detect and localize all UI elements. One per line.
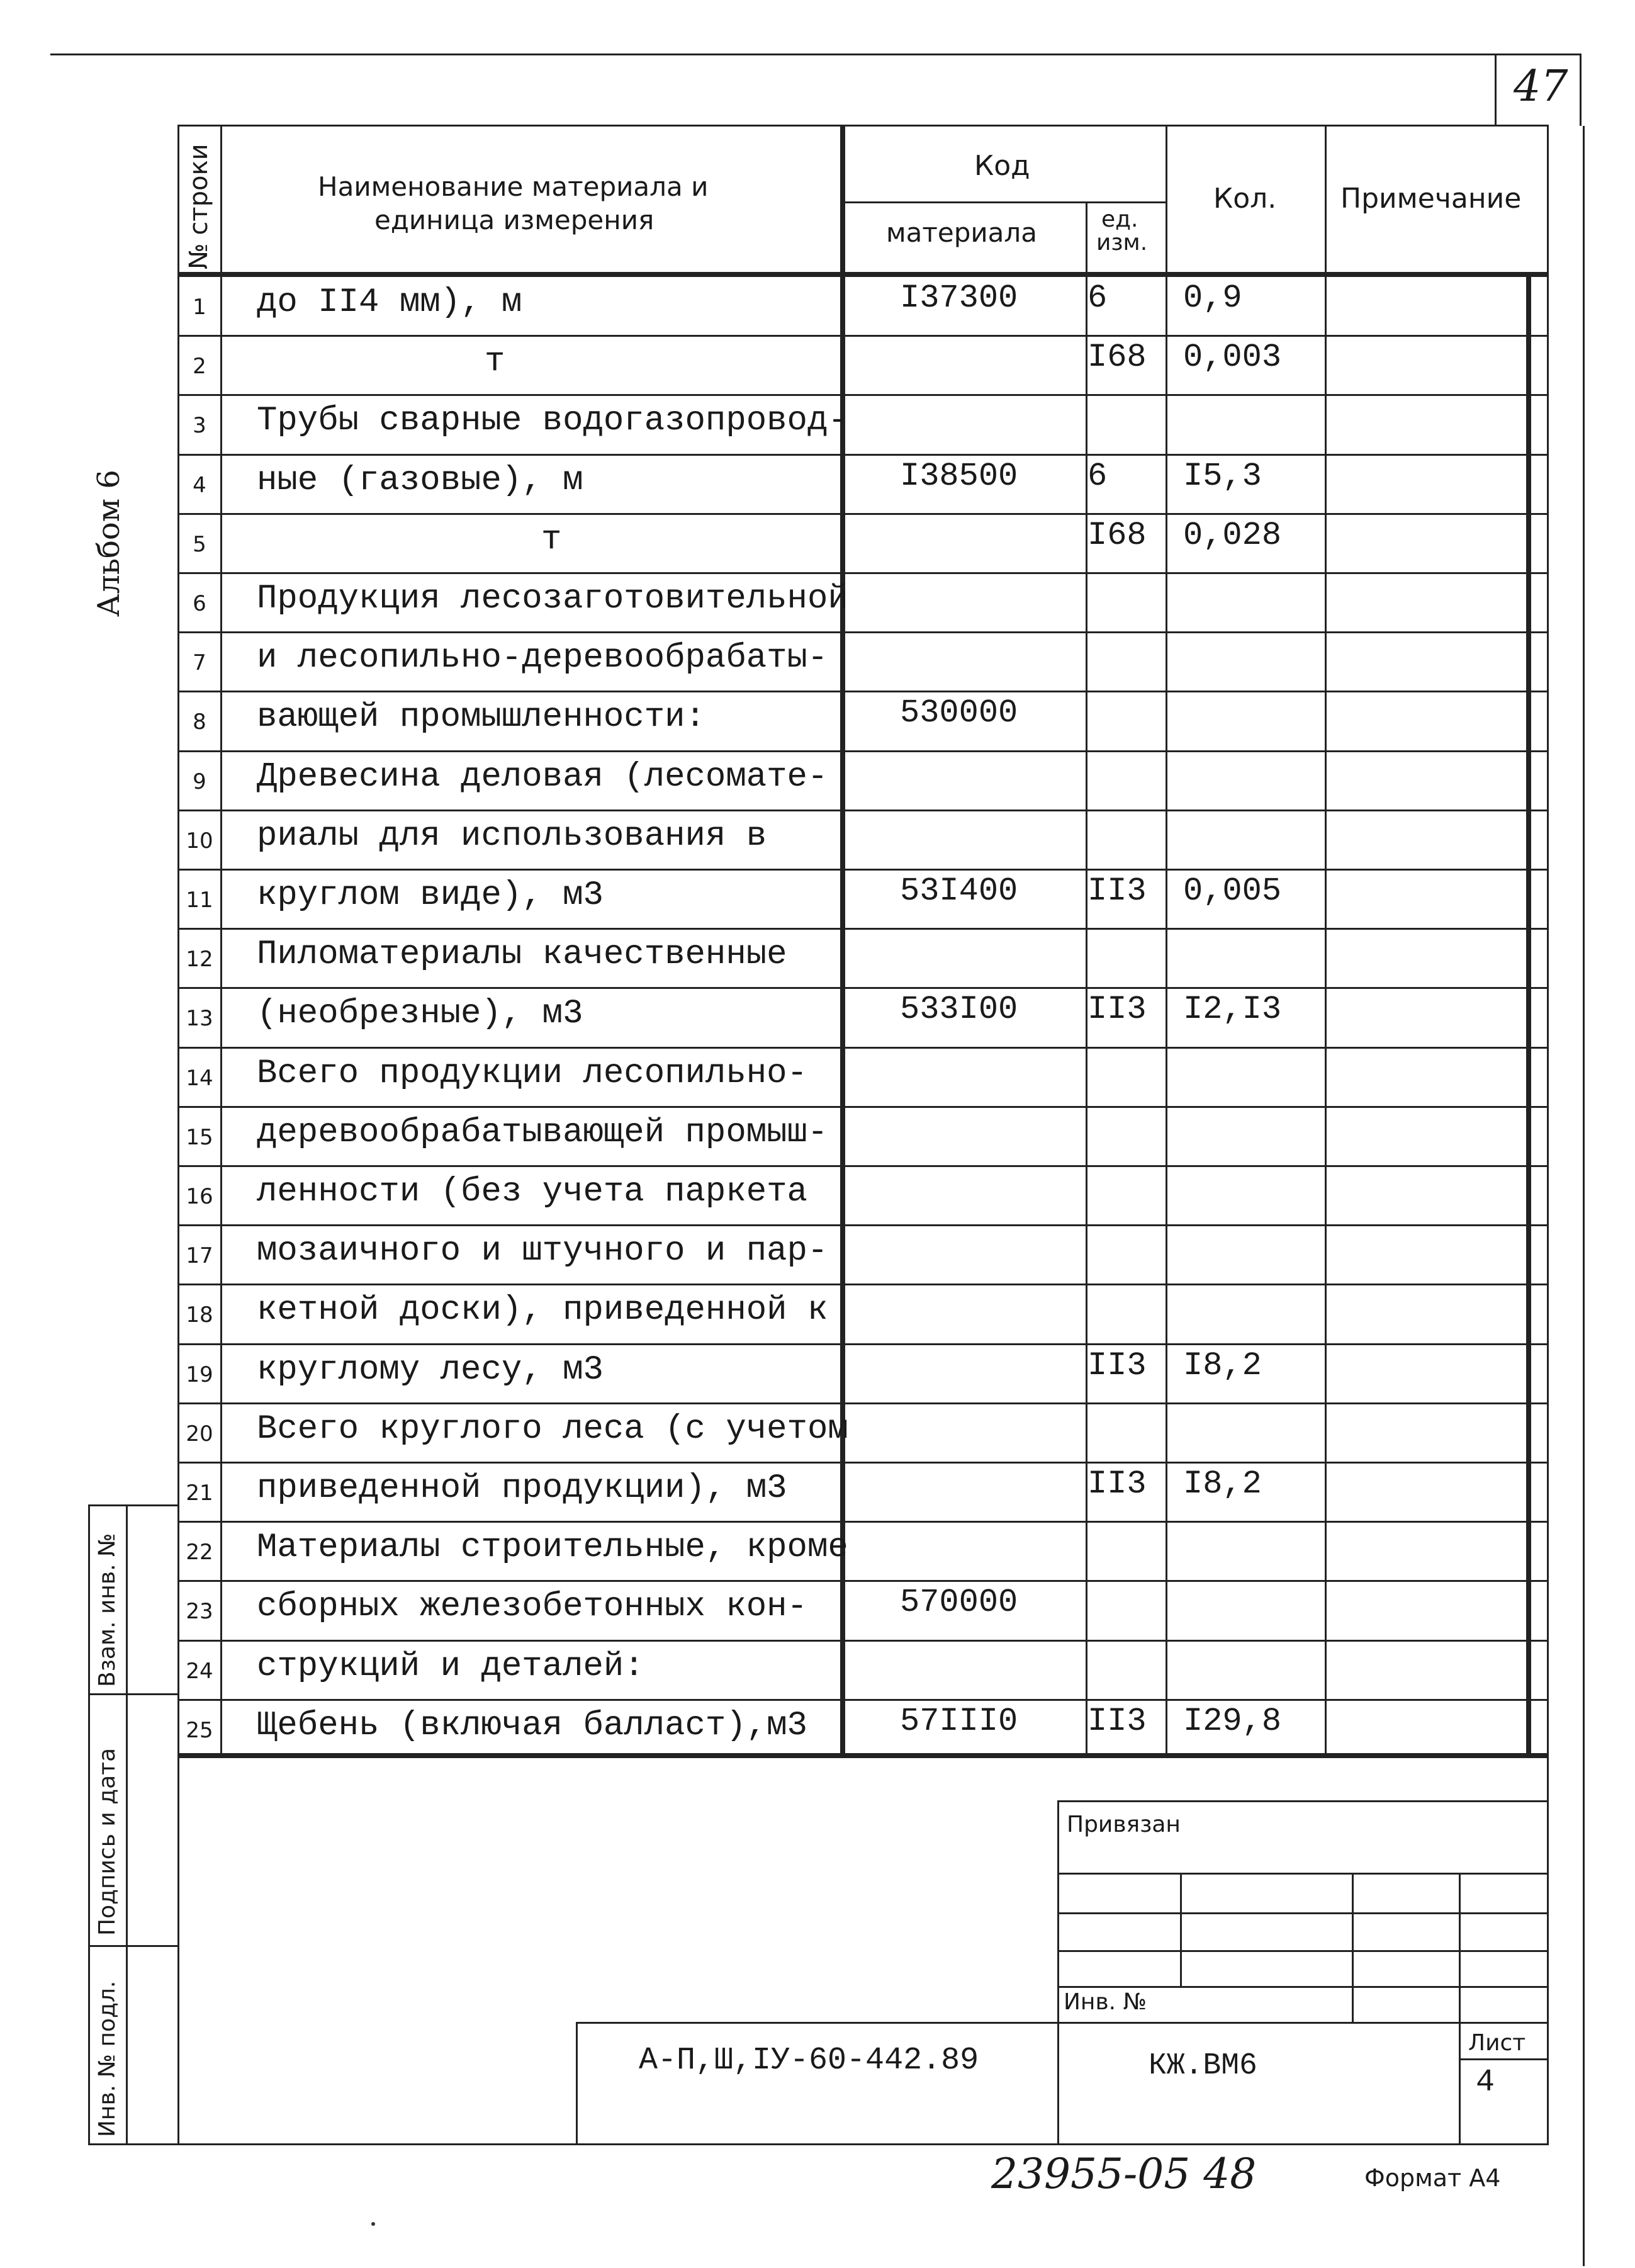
row-number: 15	[186, 1124, 213, 1150]
row-divider	[179, 631, 1548, 633]
tb-privyazan: Привязан	[1067, 1812, 1181, 1837]
row-unit: II3	[1087, 1465, 1147, 1503]
header-qty: Кол.	[1213, 183, 1277, 215]
header-code-unit-1: ед.	[1101, 206, 1138, 232]
header-name-line1: Наименование материала и	[318, 171, 709, 202]
row-material-code: 570000	[900, 1584, 1018, 1622]
side-stamp-div2	[88, 1945, 179, 1947]
footer-handwritten: 23955-05 48	[991, 2150, 1257, 2198]
row-name: т	[485, 342, 505, 381]
side-stamp-top	[88, 1504, 179, 1506]
row-number: 25	[186, 1717, 213, 1743]
row-number: 8	[193, 709, 206, 735]
row-number: 6	[193, 591, 206, 616]
row-name: Материалы строительные, кроме	[257, 1528, 848, 1567]
col-qty-right	[1325, 125, 1327, 1756]
header-code-unit-2: изм.	[1096, 230, 1148, 256]
row-unit: II3	[1087, 1346, 1147, 1384]
row-number: 14	[186, 1065, 213, 1091]
tb-grid-h4	[1057, 1986, 1548, 1988]
row-divider	[179, 750, 1548, 752]
row-number: 18	[186, 1302, 213, 1328]
row-name: Пиломатериалы качественные	[257, 935, 787, 974]
tb-doc-code: А-П,Ш,IУ-60-442.89	[639, 2043, 979, 2079]
side-stamp-inv-podl: Инв. № подл.	[94, 1980, 120, 2137]
row-number: 11	[186, 888, 213, 913]
page-number: 47	[1514, 62, 1568, 111]
row-name: до II4 мм), м	[257, 283, 522, 322]
tb-sheet-label: Лист	[1468, 2030, 1526, 2056]
row-number: 22	[186, 1540, 213, 1566]
row-number: 20	[186, 1421, 213, 1447]
row-name: вающей промышленности:	[257, 698, 705, 737]
row-divider	[179, 691, 1548, 692]
row-material-code: 533I00	[900, 991, 1018, 1029]
row-name: приведенной продукции), м3	[257, 1469, 787, 1508]
row-name: струкций и деталей:	[257, 1647, 644, 1686]
row-unit: I68	[1087, 516, 1147, 554]
row-material-code: 530000	[900, 694, 1018, 732]
top-rule	[50, 54, 1580, 55]
tb-sheet-no: 4	[1476, 2065, 1495, 2101]
row-qty: I2,I3	[1183, 991, 1282, 1029]
header-code-split	[840, 201, 1167, 203]
row-name: т	[541, 520, 562, 559]
side-stamp-div1	[88, 1693, 179, 1695]
row-number: 13	[186, 1006, 213, 1032]
row-material-code: 57III0	[900, 1702, 1018, 1740]
row-qty: I5,3	[1183, 457, 1262, 495]
row-name: кетной доски), приведенной к	[257, 1291, 828, 1330]
row-name: сборных железобетонных кон-	[257, 1588, 807, 1627]
table-right-thick	[1526, 272, 1531, 1757]
row-qty: I8,2	[1183, 1346, 1262, 1384]
tb-grid-v2	[1352, 1873, 1354, 2024]
row-divider	[179, 869, 1548, 871]
row-number: 1	[193, 295, 206, 320]
side-stamp-mid	[126, 1504, 128, 2145]
row-qty: 0,003	[1183, 339, 1282, 376]
row-divider	[179, 572, 1548, 574]
album-label: Альбом 6	[91, 470, 126, 617]
row-number: 19	[186, 1362, 213, 1387]
row-unit: II3	[1087, 872, 1147, 910]
row-name: деревообрабатывающей промыш-	[257, 1113, 828, 1152]
speck-dot	[371, 2222, 375, 2226]
tb-grid-h1	[1057, 1873, 1548, 1875]
row-name: Всего продукции лесопильно-	[257, 1054, 807, 1093]
row-divider	[179, 810, 1548, 811]
row-unit: 6	[1087, 279, 1108, 317]
row-divider	[179, 1165, 1548, 1167]
tb-inv-no: Инв. №	[1064, 1989, 1147, 2015]
row-divider	[179, 454, 1548, 456]
row-divider	[179, 1224, 1548, 1226]
footer-format: Формат А4	[1364, 2164, 1501, 2192]
row-divider	[179, 1462, 1548, 1464]
row-divider	[179, 1640, 1548, 1642]
frame-right	[1547, 125, 1549, 2145]
row-number: 17	[186, 1243, 213, 1269]
row-divider	[179, 928, 1548, 930]
header-note: Примечание	[1340, 183, 1522, 215]
row-number: 23	[186, 1599, 213, 1625]
row-qty: 0,005	[1183, 872, 1282, 910]
row-name: (необрезные), м3	[257, 995, 583, 1034]
header-code: Код	[974, 150, 1030, 182]
tb-grid-h3	[1057, 1950, 1548, 1952]
row-unit: II3	[1087, 991, 1147, 1029]
tb-grid-v1	[1180, 1873, 1182, 1986]
row-divider	[179, 1047, 1548, 1049]
row-name: Древесина деловая (лесомате-	[257, 757, 828, 796]
row-material-code: I37300	[900, 279, 1018, 317]
row-number: 10	[186, 828, 213, 854]
tb-grid-h2	[1057, 1912, 1548, 1914]
side-stamp-vzam: Взам. инв. №	[94, 1533, 120, 1687]
row-name: круглом виде), м3	[257, 876, 604, 915]
row-divider	[179, 1699, 1548, 1701]
row-number: 7	[193, 650, 206, 676]
row-divider	[179, 1402, 1548, 1404]
row-qty: 0,9	[1183, 279, 1242, 317]
row-qty: I8,2	[1183, 1465, 1262, 1503]
row-divider	[179, 1521, 1548, 1523]
tb-grid-v3	[1459, 1873, 1461, 2143]
side-stamp-podpis: Подпись и дата	[94, 1747, 120, 1936]
table-bottom	[179, 1753, 1548, 1758]
side-stamp-left	[88, 1504, 90, 2145]
header-row-no: № строки	[184, 144, 213, 269]
row-divider	[179, 987, 1548, 989]
row-divider	[179, 394, 1548, 396]
page-number-box-right	[1580, 54, 1582, 126]
row-name: ные (газовые), м	[257, 461, 583, 500]
row-unit: II3	[1087, 1702, 1147, 1740]
row-name: Щебень (включая балласт),м3	[257, 1706, 807, 1745]
row-qty: 0,028	[1183, 516, 1282, 554]
row-name: Продукция лесозаготовительной	[257, 580, 848, 618]
row-name: риалы для использования в	[257, 816, 767, 855]
tb-privyazan-top	[1057, 1800, 1548, 1802]
frame-bottom	[88, 2143, 1548, 2145]
row-name: ленности (без учета паркета	[257, 1173, 807, 1211]
row-qty: I29,8	[1183, 1702, 1282, 1740]
row-divider	[179, 1106, 1548, 1108]
row-material-code: 53I400	[900, 872, 1018, 910]
row-number: 12	[186, 947, 213, 973]
col-name-right	[840, 125, 845, 1756]
row-number: 4	[193, 472, 206, 498]
row-divider	[179, 335, 1548, 337]
tb-sheet-split	[1459, 2058, 1548, 2060]
frame-top	[179, 125, 1548, 127]
row-number: 21	[186, 1481, 213, 1506]
header-bottom	[179, 272, 1548, 277]
row-number: 2	[193, 354, 206, 380]
row-number: 16	[186, 1184, 213, 1209]
row-name: мозаичного и штучного и пар-	[257, 1232, 828, 1271]
tb-privyazan-left	[1057, 1800, 1059, 2143]
tb-main-top	[576, 2022, 1548, 2024]
row-material-code: I38500	[900, 457, 1018, 495]
row-number: 9	[193, 769, 206, 794]
tb-mark: КЖ.ВМ6	[1149, 2049, 1257, 2083]
col-unit-right	[1166, 125, 1167, 1756]
header-code-material: материала	[886, 217, 1038, 248]
row-divider	[179, 1343, 1548, 1345]
row-name: Трубы сварные водогазопровод-	[257, 402, 848, 441]
row-unit: I68	[1087, 339, 1147, 376]
row-number: 3	[193, 413, 206, 439]
right-margin-line	[1583, 126, 1585, 2266]
row-number: 24	[186, 1658, 213, 1684]
row-divider	[179, 1580, 1548, 1582]
row-number: 5	[193, 531, 206, 557]
row-name: и лесопильно-деревообрабаты-	[257, 639, 828, 678]
page-number-box-left	[1495, 54, 1497, 126]
header-name-line2: единица измерения	[374, 205, 655, 235]
row-name: круглому лесу, м3	[257, 1350, 604, 1389]
row-unit: 6	[1087, 457, 1108, 495]
row-divider	[179, 513, 1548, 515]
col-code-right	[1086, 201, 1087, 1756]
row-name: Всего круглого леса (с учетом	[257, 1409, 848, 1448]
row-divider	[179, 1284, 1548, 1285]
tb-main-left	[576, 2022, 578, 2143]
